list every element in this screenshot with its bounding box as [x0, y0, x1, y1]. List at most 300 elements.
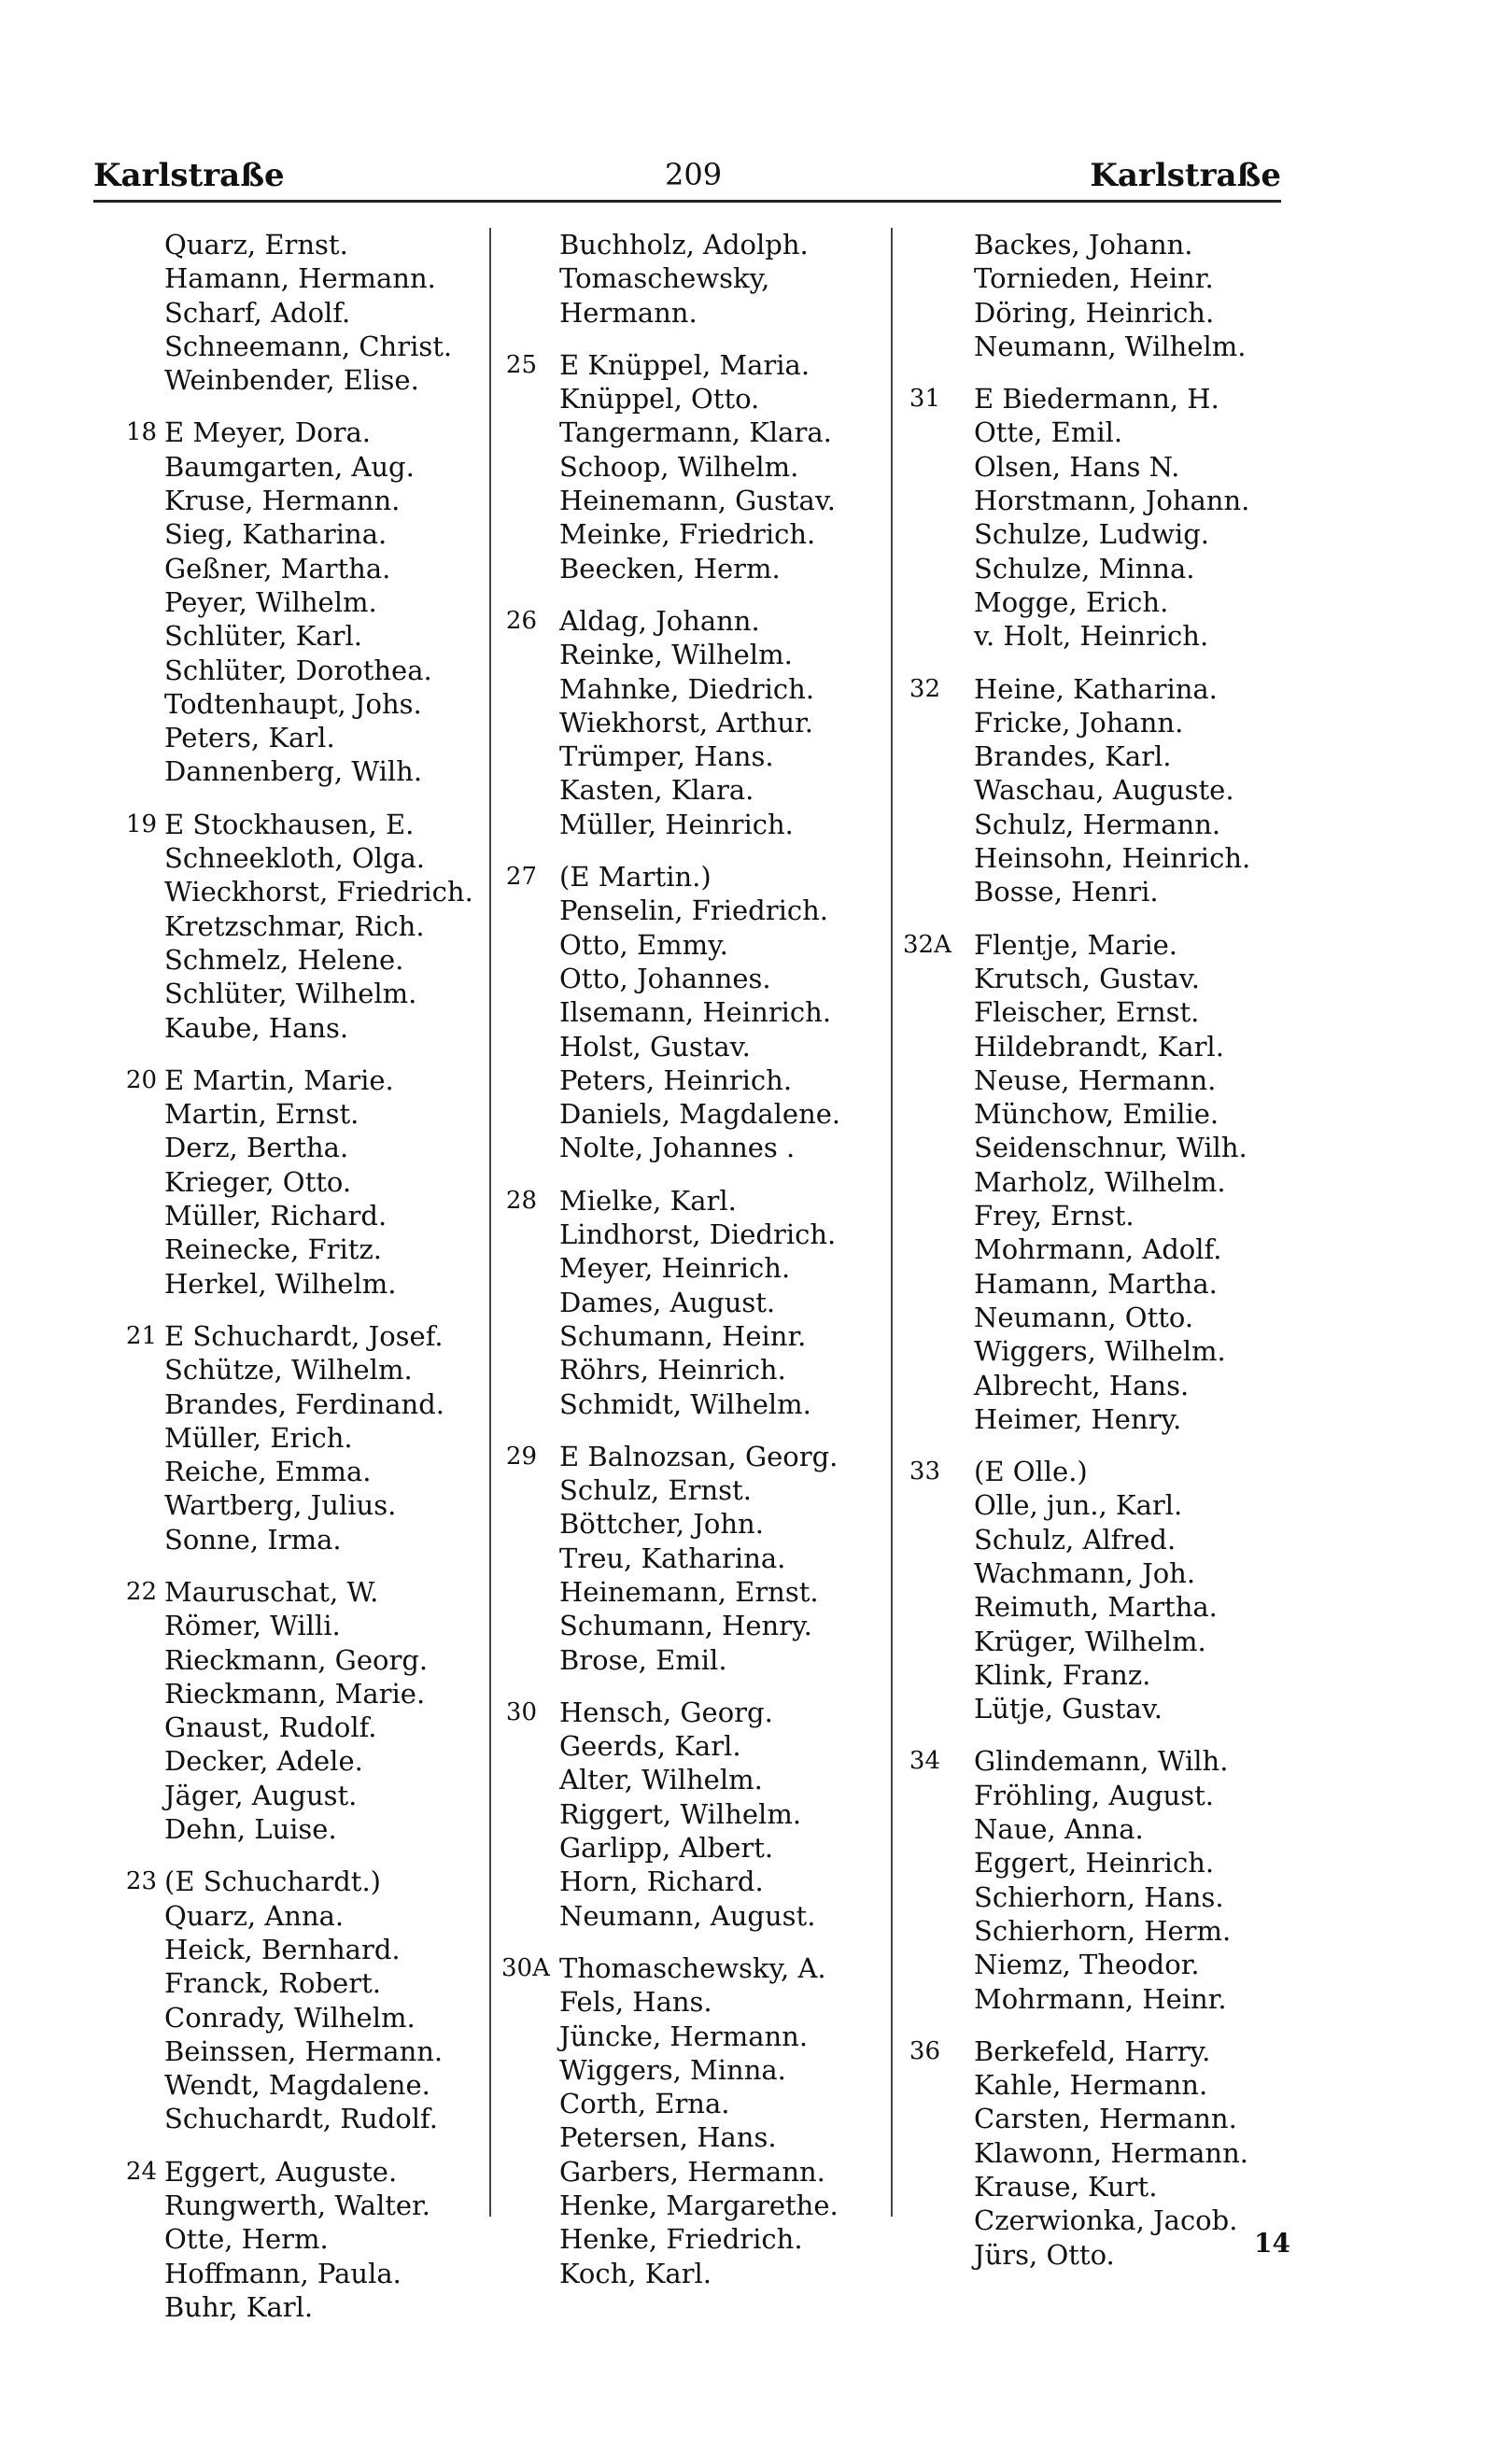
- resident-entry: [93, 687, 497, 721]
- resident-entry: [93, 517, 497, 551]
- resident-name: Mohrmann, Heinr.: [974, 1982, 1227, 2015]
- resident-entry: [903, 296, 1314, 330]
- resident-entry: [903, 2238, 1314, 2272]
- resident-name: Quarz, Ernst.: [164, 229, 348, 260]
- resident-entry: [501, 1575, 894, 1609]
- resident-name: Rungwerth, Walter.: [164, 2189, 430, 2222]
- resident-name: Fels, Hans.: [559, 1986, 712, 2019]
- house-number: 24: [125, 2157, 157, 2186]
- resident-name: Neumann, Wilhelm.: [974, 330, 1247, 362]
- resident-entry: [93, 1523, 497, 1556]
- resident-name: Backes, Johann.: [974, 229, 1193, 260]
- resident-entry: [501, 739, 894, 773]
- resident-entry: [903, 1199, 1314, 1232]
- resident-entry: [903, 1948, 1314, 1981]
- resident-entry: [903, 2068, 1314, 2102]
- resident-name: Otte, Herm.: [164, 2223, 329, 2256]
- resident-entry: [93, 808, 497, 841]
- resident-entry: [93, 2155, 497, 2189]
- resident-name: Alter, Wilhelm.: [559, 1764, 763, 1796]
- resident-name: Nolte, Johannes .: [559, 1132, 796, 1164]
- resident-name: Olle, jun., Karl.: [974, 1489, 1183, 1522]
- house-number: 23: [125, 1867, 157, 1896]
- resident-name: Brandes, Ferdinand.: [164, 1387, 445, 1420]
- resident-name: Lindhorst, Diedrich.: [559, 1218, 837, 1251]
- resident-entry: [93, 1643, 497, 1677]
- resident-name: Meinke, Friedrich.: [559, 518, 816, 551]
- resident-name: Krüger, Wilhelm.: [974, 1625, 1206, 1657]
- resident-entry: [903, 1165, 1314, 1199]
- resident-name: Heine, Katharina.: [974, 672, 1218, 705]
- resident-name: Döring, Heinrich.: [974, 296, 1215, 329]
- resident-entry: [501, 1353, 894, 1387]
- resident-entry: [903, 875, 1314, 908]
- resident-entry: [93, 1319, 497, 1353]
- resident-entry: [903, 1030, 1314, 1063]
- resident-entry: [93, 1779, 497, 1812]
- resident-name: Hamann, Hermann.: [164, 262, 436, 295]
- resident-name: Wiggers, Wilhelm.: [974, 1335, 1226, 1368]
- house-gap: [501, 585, 894, 604]
- resident-entry: [903, 1982, 1314, 2016]
- resident-entry: [903, 1402, 1314, 1436]
- house-number: 27: [505, 863, 537, 892]
- resident-entry: [501, 261, 894, 295]
- page-header: [0, 149, 1494, 205]
- resident-name: v. Holt, Heinrich.: [974, 620, 1209, 653]
- house-gap: [501, 841, 894, 860]
- resident-entry: [93, 1097, 497, 1131]
- resident-entry: [93, 2189, 497, 2222]
- resident-entry: [501, 1097, 894, 1131]
- resident-name: Jürs, Otto.: [974, 2238, 1115, 2271]
- resident-name: Beinssen, Hermann.: [164, 2035, 444, 2067]
- resident-name: E Schuchardt, Josef.: [164, 1319, 444, 1352]
- resident-name: Otte, Emil.: [974, 416, 1123, 449]
- house-number: 22: [125, 1577, 157, 1606]
- resident-entry: [93, 1232, 497, 1266]
- resident-entry: [501, 1985, 894, 2019]
- resident-entry: [93, 1865, 497, 1898]
- resident-name: Gnaust, Rudolf.: [164, 1711, 377, 1744]
- resident-entry: [903, 1523, 1314, 1556]
- resident-entry: [501, 1696, 894, 1729]
- resident-entry: [501, 382, 894, 415]
- resident-entry: [501, 1797, 894, 1831]
- resident-name: Berkefeld, Harry.: [974, 2035, 1211, 2067]
- resident-name: (E Martin.): [559, 861, 712, 894]
- resident-entry: [903, 1455, 1314, 1488]
- resident-name: Schlüter, Dorothea.: [164, 654, 432, 686]
- resident-entry: [903, 552, 1314, 585]
- page-number: 209: [665, 157, 723, 192]
- running-head-left: Karlstraße: [93, 157, 285, 194]
- resident-entry: [501, 2087, 894, 2120]
- directory-column-3: [903, 228, 1314, 2272]
- resident-name: Peters, Karl.: [164, 722, 335, 754]
- resident-name: Hildebrandt, Karl.: [974, 1030, 1224, 1063]
- resident-entry: [93, 1677, 497, 1711]
- house-number: 36: [909, 2036, 940, 2065]
- resident-name: Dannenberg, Wilh.: [164, 755, 423, 788]
- resident-entry: [501, 1063, 894, 1097]
- resident-name: Wiggers, Minna.: [559, 2053, 786, 2086]
- header-rule: [93, 200, 1281, 203]
- resident-name: Geßner, Martha.: [164, 552, 391, 584]
- resident-name: Kahle, Hermann.: [974, 2069, 1208, 2102]
- resident-name: Sieg, Katharina.: [164, 518, 388, 551]
- resident-name: Schierhorn, Hans.: [974, 1880, 1224, 1913]
- resident-entry: [501, 415, 894, 449]
- house-number: 29: [505, 1442, 537, 1471]
- resident-entry: [501, 450, 894, 484]
- resident-name: Schlüter, Wilhelm.: [164, 978, 417, 1010]
- resident-entry: [501, 604, 894, 638]
- resident-entry: [903, 1914, 1314, 1948]
- resident-name: Jüncke, Hermann.: [559, 2020, 809, 2052]
- resident-entry: [903, 962, 1314, 995]
- resident-name: Knüppel, Otto.: [559, 383, 760, 415]
- house-number: 34: [909, 1747, 940, 1776]
- resident-entry: [93, 1899, 497, 1933]
- resident-name: Brose, Emil.: [559, 1643, 727, 1676]
- house-number: 30: [505, 1697, 537, 1726]
- resident-entry: [501, 1319, 894, 1353]
- resident-name: Reiche, Emma.: [164, 1456, 372, 1488]
- house-gap: [903, 363, 1314, 382]
- resident-name: Weinbender, Elise.: [164, 364, 419, 397]
- resident-name: Marholz, Wilhelm.: [974, 1165, 1226, 1198]
- resident-entry: [903, 1063, 1314, 1097]
- resident-name: Kaube, Hans.: [164, 1011, 349, 1044]
- resident-name: Schoop, Wilhelm.: [559, 450, 799, 483]
- resident-name: Czerwionka, Jacob.: [974, 2204, 1238, 2237]
- resident-entry: [501, 1729, 894, 1763]
- resident-entry: [93, 1353, 497, 1387]
- resident-entry: [903, 841, 1314, 875]
- resident-name: Schulz, Alfred.: [974, 1523, 1177, 1556]
- resident-entry: [93, 909, 497, 943]
- resident-entry: [903, 330, 1314, 363]
- resident-name: Wendt, Magdalene.: [164, 2069, 430, 2102]
- resident-entry: [501, 928, 894, 962]
- resident-name: Jäger, August.: [164, 1779, 358, 1811]
- resident-entry: [903, 1658, 1314, 1692]
- resident-entry: [903, 2204, 1314, 2237]
- resident-entry: [93, 585, 497, 619]
- resident-name: Peters, Heinrich.: [559, 1063, 793, 1096]
- resident-name: Corth, Erna.: [559, 2088, 730, 2120]
- resident-name: Römer, Willi.: [164, 1610, 341, 1642]
- house-gap: [93, 1556, 497, 1575]
- resident-entry: [93, 228, 497, 261]
- resident-name: Sonne, Irma.: [164, 1523, 342, 1556]
- resident-name: Mogge, Erich.: [974, 585, 1169, 618]
- resident-entry: [93, 330, 497, 363]
- resident-name: Fröhling, August.: [974, 1779, 1214, 1811]
- resident-entry: [501, 995, 894, 1029]
- resident-name: Hoffmann, Paula.: [164, 2257, 402, 2289]
- resident-entry: [501, 517, 894, 551]
- house-number: 21: [125, 1321, 157, 1350]
- resident-entry: [93, 2102, 497, 2135]
- resident-entry: [93, 841, 497, 875]
- resident-name: Niemz, Theodor.: [974, 1949, 1200, 1981]
- resident-name: Neumann, August.: [559, 1899, 816, 1932]
- resident-name: Decker, Adele.: [164, 1745, 363, 1778]
- resident-entry: [903, 228, 1314, 261]
- resident-entry: [501, 1286, 894, 1319]
- house-number: 19: [125, 810, 157, 838]
- resident-name: Koch, Karl.: [559, 2257, 712, 2289]
- resident-entry: [501, 2155, 894, 2189]
- house-gap: [93, 1846, 497, 1865]
- resident-name: Ilsemann, Heinrich.: [559, 996, 832, 1029]
- resident-name: Albrecht, Hans.: [974, 1369, 1190, 1401]
- resident-entry: [93, 1744, 497, 1778]
- resident-entry: [93, 450, 497, 484]
- house-number: 26: [505, 606, 537, 635]
- resident-entry: [903, 1131, 1314, 1164]
- resident-name: Krutsch, Gustav.: [974, 962, 1200, 994]
- resident-entry: [903, 1097, 1314, 1131]
- resident-entry: [903, 808, 1314, 841]
- resident-name: Klink, Franz.: [974, 1658, 1151, 1691]
- resident-name: Schulz, Ernst.: [559, 1474, 752, 1507]
- resident-name: Otto, Emmy.: [559, 928, 728, 961]
- house-number: 32A: [903, 930, 951, 959]
- resident-entry: [93, 2035, 497, 2068]
- resident-entry: [93, 1575, 497, 1609]
- resident-entry: [93, 552, 497, 585]
- resident-name: Baumgarten, Aug.: [164, 450, 415, 483]
- resident-entry: [501, 2222, 894, 2256]
- resident-name: Treu, Katharina.: [559, 1542, 786, 1574]
- resident-entry: [501, 484, 894, 517]
- resident-entry: [903, 1267, 1314, 1301]
- resident-entry: [903, 1488, 1314, 1522]
- resident-entry: [903, 585, 1314, 619]
- resident-name: Fricke, Johann.: [974, 706, 1184, 739]
- resident-entry: [93, 484, 497, 517]
- resident-entry: [501, 348, 894, 382]
- house-gap: [93, 789, 497, 808]
- resident-name: Wiekhorst, Arthur.: [559, 706, 813, 739]
- resident-entry: [93, 1267, 497, 1301]
- resident-entry: [93, 296, 497, 330]
- resident-name: Dehn, Luise.: [164, 1813, 337, 1846]
- resident-name: Flentje, Marie.: [974, 928, 1177, 961]
- house-gap: [93, 1301, 497, 1319]
- resident-entry: [93, 654, 497, 687]
- resident-entry: [903, 450, 1314, 484]
- resident-name: Scharf, Adolf.: [164, 296, 351, 329]
- resident-name: Neumann, Otto.: [974, 1301, 1194, 1333]
- resident-entry: [93, 2222, 497, 2256]
- resident-name: E Knüppel, Maria.: [559, 348, 810, 381]
- directory-column-2: [501, 228, 894, 2290]
- resident-name: Frey, Ernst.: [974, 1200, 1135, 1232]
- resident-entry: [501, 773, 894, 807]
- resident-entry: [93, 2257, 497, 2290]
- resident-entry: [93, 1199, 497, 1232]
- resident-name: Röhrs, Heinrich.: [559, 1354, 786, 1387]
- resident-name: Geerds, Karl.: [559, 1730, 741, 1763]
- resident-entry: [501, 1218, 894, 1251]
- resident-name: Reinke, Wilhelm.: [559, 639, 793, 671]
- resident-name: Neuse, Hermann.: [974, 1063, 1217, 1096]
- resident-name: Mauruschat, W.: [164, 1575, 379, 1608]
- resident-entry: [93, 1455, 497, 1488]
- resident-name: Martin, Ernst.: [164, 1098, 359, 1131]
- resident-name: Hamann, Martha.: [974, 1267, 1218, 1300]
- resident-name: Daniels, Magdalene.: [559, 1098, 841, 1131]
- resident-name: Lütje, Gustav.: [974, 1693, 1163, 1725]
- resident-entry: [501, 1251, 894, 1285]
- resident-entry: [501, 706, 894, 739]
- resident-name: Schmidt, Wilhelm.: [559, 1387, 811, 1420]
- resident-name: Klawonn, Hermann.: [974, 2136, 1248, 2169]
- resident-name: Krause, Kurt.: [974, 2171, 1158, 2204]
- house-gap: [903, 654, 1314, 672]
- resident-name: Müller, Erich.: [164, 1421, 353, 1454]
- resident-entry: [501, 1131, 894, 1164]
- resident-name: (E Olle.): [974, 1456, 1088, 1488]
- resident-entry: [93, 1165, 497, 1199]
- resident-name: Fleischer, Ernst.: [974, 996, 1200, 1029]
- resident-name: Schulze, Minna.: [974, 552, 1195, 584]
- house-gap: [903, 909, 1314, 928]
- resident-entry: [501, 2189, 894, 2222]
- resident-entry: [93, 977, 497, 1010]
- resident-entry: [93, 2001, 497, 2035]
- resident-entry: [501, 672, 894, 706]
- resident-name: Heinemann, Ernst.: [559, 1575, 819, 1608]
- resident-name: Riggert, Wilhelm.: [559, 1797, 802, 1830]
- resident-name: Waschau, Auguste.: [974, 774, 1234, 807]
- resident-entry: [93, 1421, 497, 1455]
- resident-name: Brandes, Karl.: [974, 740, 1172, 773]
- resident-name: Buhr, Karl.: [164, 2290, 314, 2323]
- resident-entry: [93, 1131, 497, 1164]
- house-gap: [93, 397, 497, 415]
- house-gap: [501, 1933, 894, 1951]
- resident-entry: [93, 1063, 497, 1097]
- house-gap: [501, 1165, 894, 1184]
- resident-entry: [903, 382, 1314, 415]
- resident-name: Schumann, Henry.: [559, 1610, 812, 1642]
- resident-name: Buchholz, Adolph.: [559, 229, 809, 260]
- resident-name: Mohrmann, Adolf.: [974, 1233, 1222, 1266]
- resident-name: Eggert, Heinrich.: [974, 1847, 1215, 1880]
- resident-name: Seidenschnur, Wilh.: [974, 1132, 1247, 1164]
- resident-entry: [501, 1643, 894, 1677]
- resident-name: Garlipp, Albert.: [559, 1832, 774, 1865]
- resident-entry: [501, 1609, 894, 1642]
- resident-entry: [501, 2120, 894, 2154]
- resident-name: Mielke, Karl.: [559, 1184, 737, 1217]
- resident-name: Schneemann, Christ.: [164, 330, 453, 362]
- resident-entry: [903, 1301, 1314, 1334]
- resident-entry: [501, 962, 894, 995]
- resident-entry: [903, 1334, 1314, 1368]
- resident-name: Henke, Friedrich.: [559, 2223, 803, 2256]
- resident-entry: [501, 1763, 894, 1796]
- resident-entry: [93, 875, 497, 908]
- resident-entry: [903, 1556, 1314, 1590]
- resident-name: Heinemann, Gustav.: [559, 485, 836, 517]
- resident-entry: [501, 808, 894, 841]
- resident-entry: [93, 1011, 497, 1045]
- resident-entry: [93, 1711, 497, 1744]
- resident-entry: [501, 296, 894, 330]
- resident-entry: [501, 1507, 894, 1541]
- resident-name: Schütze, Wilhelm.: [164, 1354, 413, 1387]
- resident-entry: [93, 1933, 497, 1966]
- resident-entry: [903, 2035, 1314, 2068]
- resident-name: Derz, Bertha.: [164, 1132, 349, 1164]
- house-gap: [903, 2016, 1314, 2035]
- resident-entry: [903, 2136, 1314, 2170]
- sheet-number: 14: [1254, 2228, 1290, 2259]
- resident-name: Naue, Anna.: [974, 1813, 1144, 1846]
- resident-name: Tornieden, Heinr.: [974, 262, 1214, 295]
- resident-entry: [501, 1899, 894, 1933]
- resident-entry: [93, 415, 497, 449]
- resident-name: (E Schuchardt.): [164, 1866, 381, 1898]
- resident-name: Conrady, Wilhelm.: [164, 2001, 416, 2034]
- resident-name: Schuchardt, Rudolf.: [164, 2103, 438, 2135]
- resident-entry: [903, 261, 1314, 295]
- resident-entry: [903, 517, 1314, 551]
- resident-entry: [501, 894, 894, 927]
- house-gap: [501, 1421, 894, 1440]
- resident-name: Münchow, Emilie.: [974, 1098, 1219, 1131]
- resident-entry: [903, 706, 1314, 739]
- resident-name: Beecken, Herm.: [559, 552, 781, 584]
- house-number: 18: [125, 418, 157, 447]
- resident-entry: [903, 1369, 1314, 1402]
- resident-name: Rieckmann, Georg.: [164, 1643, 429, 1676]
- resident-name: Peyer, Wilhelm.: [164, 585, 377, 618]
- resident-name: Olsen, Hans N.: [974, 450, 1180, 483]
- resident-name: Tangermann, Klara.: [559, 416, 832, 449]
- resident-entry: [903, 995, 1314, 1029]
- resident-name: Wieckhorst, Friedrich.: [164, 876, 473, 908]
- resident-entry: [501, 1865, 894, 1898]
- resident-entry: [903, 415, 1314, 449]
- resident-entry: [501, 638, 894, 671]
- resident-name: Kretzschmar, Rich.: [164, 909, 425, 942]
- house-gap: [93, 2136, 497, 2155]
- resident-name: Kruse, Hermann.: [164, 485, 401, 517]
- resident-name: Thomaschewsky, A.: [559, 1951, 826, 1984]
- resident-entry: [903, 1232, 1314, 1266]
- house-gap: [501, 330, 894, 348]
- resident-name: Rieckmann, Marie.: [164, 1677, 426, 1710]
- resident-entry: [903, 739, 1314, 773]
- resident-name: Müller, Heinrich.: [559, 808, 794, 840]
- resident-entry: [501, 1387, 894, 1421]
- resident-entry: [93, 1966, 497, 2000]
- house-number: 25: [505, 350, 537, 379]
- resident-entry: [903, 2102, 1314, 2135]
- resident-name: Schlüter, Karl.: [164, 620, 362, 653]
- resident-entry: [501, 2020, 894, 2053]
- house-gap: [501, 1677, 894, 1696]
- resident-name: Petersen, Hans.: [559, 2121, 777, 2154]
- resident-name: Quarz, Anna.: [164, 1899, 345, 1932]
